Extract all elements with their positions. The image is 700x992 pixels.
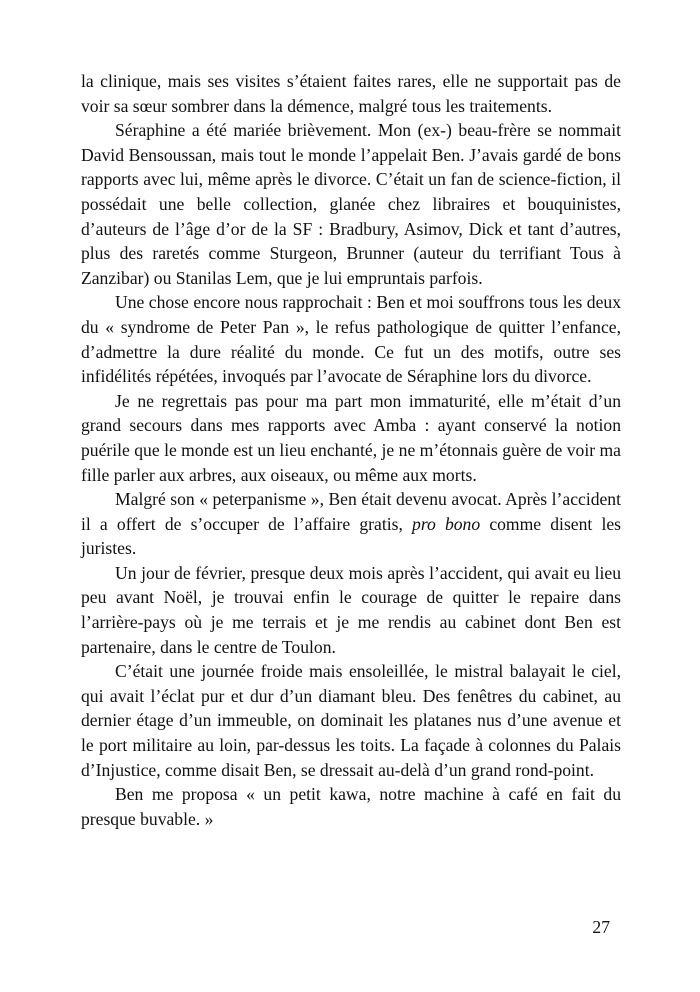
body-text bbox=[81, 69, 621, 831]
paragraph-4: Je ne regrettais pas pour ma part mon immaturité, elle m’était d’un grand secours dans mes rapports avec Amba : ayant conservé la notion puérile que le monde est un lieu enchanté, je ne m’étonnais guère de voir ma fille parler aux arbres, aux oiseaux, ou même aux morts. bbox=[81, 390, 621, 485]
italic-phrase: pro bono bbox=[412, 513, 481, 534]
paragraph-3: Une chose encore nous rapprochait : Ben et moi souffrons tous les deux du « syndrome de Peter Pan », le refus pathologique de quitter l’enfance, d’admettre la dure réalité du monde. Ce fut un des motifs, outre ses infidélités répétées, invoqués par l’avocate de Séraphine lors du divorce. bbox=[81, 292, 621, 387]
paragraph-8: Ben me proposa « un petit kawa, notre machine à café en fait du presque buvable. » bbox=[81, 784, 621, 829]
paragraph-5-part-1: Malgré son « peterpanisme », Ben était devenu avocat. Après l’accident il a offert de s’occuper de l’affaire gratis, bbox=[81, 489, 621, 534]
paragraph-2: Séraphine a été mariée brièvement. Mon (ex-) beau-frère se nommait David Bensoussan, mais tout le monde l’appelait Ben. J’avais gardé de bons rapports avec lui, même après le divorce. C’était un fan de science-fiction, il possédait une belle collection, glanée chez libraires et bouquinistes, d’auteurs de l’âge d’or de la SF : Bradbury, Asimov, Dick et tant d’autres, plus des raretés comme Sturgeon, Brunner (auteur du terrifiant Tous à Zanzibar) ou Stanilas Lem, que je lui empruntais parfois. bbox=[81, 120, 621, 288]
paragraph-7: C’était une journée froide mais ensoleillée, le mistral balayait le ciel, qui avait l’éclat pur et dur d’un diamant bleu. Des fenêtres du cabinet, au dernier étage d’un immeuble, on dominait les platanes nus d’une avenue et le port militaire au loin, par-dessus les toits. La façade à colonnes du Palais d’Injustice, comme disait Ben, se dressait au-delà d’un grand rond-point. bbox=[81, 661, 621, 780]
paragraph-5-part-2: comme disent les juristes. bbox=[81, 513, 621, 559]
paragraph-6: Un jour de février, presque deux mois après l’accident, qui avait eu lieu peu avant Noël, je trouvai enfin le courage de quitter le repaire dans l’arrière-pays où je me terrais et je me rendis au cabinet dont Ben est partenaire, dans le centre de Toulon. bbox=[81, 562, 621, 657]
paragraph-5 bbox=[81, 487, 621, 561]
page-number: 27 bbox=[592, 917, 610, 937]
paragraph-1: la clinique, mais ses visites s’étaient faites rares, elle ne supportait pas de voir sa sœur sombrer dans la démence, malgré tous les traitements. bbox=[81, 71, 621, 116]
